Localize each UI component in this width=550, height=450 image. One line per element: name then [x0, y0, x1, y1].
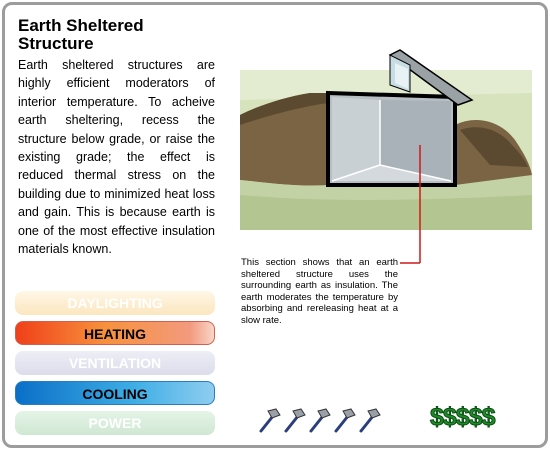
cost-rating: $$$$$ [430, 403, 495, 431]
hammer-icon [282, 405, 306, 435]
category-ventilation[interactable]: VENTILATION [15, 351, 215, 375]
hammer-icon [357, 405, 381, 435]
illustration-caption: This section shows that an earth sheltered structure uses the surrounding earth as insulation. The earth moderates the temperature by absorbing and rereleasing heat at a slow rate. [241, 257, 398, 326]
category-heating[interactable]: HEATING [15, 321, 215, 345]
panel-title: Earth Sheltered Structure [18, 16, 144, 53]
category-cooling[interactable]: COOLING [15, 381, 215, 405]
difficulty-rating [257, 405, 382, 437]
hammer-icon [307, 405, 331, 435]
hammer-icon [332, 405, 356, 435]
hammer-icon [257, 405, 281, 435]
panel-description: Earth sheltered structures are highly efficient moderators of interior temperature. To acheive earth sheltering, recess the structure below grade, or raise the existing grade; the effect is reduced thermal stress on the building due to minimized heat loss and gain. This is because earth is one of the most effective insulation materials known. [18, 58, 215, 257]
category-power[interactable]: POWER [15, 411, 215, 435]
earth-sheltered-section-illustration [240, 45, 532, 230]
category-daylighting[interactable]: DAYLIGHTING [15, 291, 215, 315]
